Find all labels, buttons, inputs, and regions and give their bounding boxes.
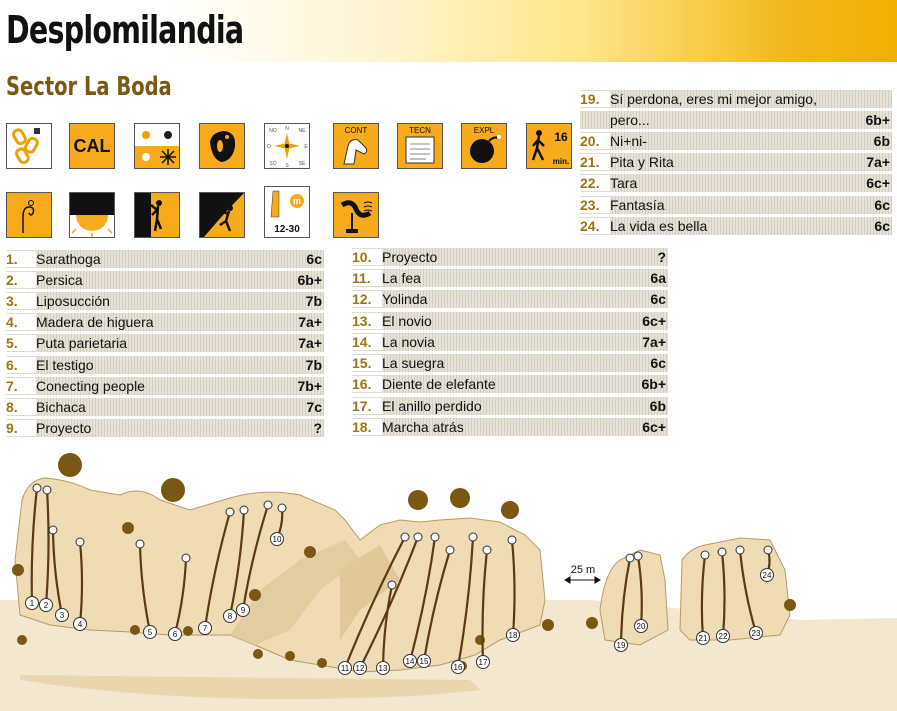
sun-snow-season-icon (134, 123, 180, 169)
route-length-unit: m (292, 196, 302, 206)
svg-text:NO: NO (269, 128, 277, 134)
route-number-label: 16 (453, 663, 463, 672)
list-item: 12. Yolinda 6c (352, 291, 666, 307)
right-block (680, 538, 790, 640)
approach-minutes: 16 (554, 130, 568, 144)
route-number-label: 10 (272, 535, 282, 544)
list-item: 19. Sí perdona, eres mi mejor amigo, (580, 90, 892, 108)
list-item: pero... 6b+ (580, 111, 892, 129)
route-number-label: 6 (172, 630, 178, 639)
anchor-marker (718, 548, 726, 556)
list-item: 6. El testigo 7b (6, 357, 322, 373)
list-item: 1. Sarathoga 6c (6, 251, 322, 267)
approach-unit: min. (552, 157, 570, 166)
route-number-label: 5 (147, 628, 153, 637)
anchor-marker (508, 536, 516, 544)
route-number-label: 15 (419, 657, 429, 666)
compass-orientation-icon (264, 123, 310, 169)
anchor-marker (469, 533, 477, 541)
list-item: 24. La vida es bella 6c (580, 218, 890, 234)
route-number-label: 12 (355, 664, 365, 673)
anchor-marker (414, 533, 422, 541)
anchor-marker (136, 540, 144, 548)
list-item: 21. Pita y Rita 7a+ (580, 154, 890, 170)
wind-icon (333, 192, 379, 238)
anchor-marker (446, 546, 454, 554)
technical-icon (397, 123, 443, 169)
tecn-label: TECN (409, 126, 431, 135)
list-item: 17. El anillo perdido 6b (352, 398, 666, 414)
rock-type-icon (199, 123, 245, 169)
list-item: 2. Persica 6b+ (6, 272, 322, 288)
exposure-bomb-icon (461, 123, 507, 169)
route-number-label: 17 (478, 658, 488, 667)
anchor-marker (764, 546, 772, 554)
anchor-marker (626, 554, 634, 562)
sector-title: Sector La Boda (6, 72, 172, 102)
route-number-label: 22 (718, 632, 728, 641)
anchor-marker (264, 501, 272, 509)
anchor-marker (226, 508, 234, 516)
list-item: 22. Tara 6c+ (580, 175, 890, 191)
route-number-label: 13 (378, 664, 388, 673)
list-item: 14. La novia 7a+ (352, 334, 666, 350)
svg-text:NE: NE (298, 128, 306, 134)
small-block (600, 550, 668, 645)
anchor-marker (76, 538, 84, 546)
list-item: 7. Conecting people 7b+ (6, 378, 322, 394)
list-item: 9. Proyecto ? (6, 420, 322, 436)
svg-text:E: E (304, 144, 308, 150)
route-number-label: 11 (340, 664, 350, 673)
anchor-marker (401, 533, 409, 541)
anchor-marker (182, 554, 190, 562)
continuity-icon (333, 123, 379, 169)
list-item: 15. La suegra 6c (352, 355, 666, 371)
crag-topo (0, 440, 897, 711)
route-number-label: 21 (698, 634, 708, 643)
list-item: 16. Diente de elefante 6b+ (352, 376, 666, 392)
route-number-label: 8 (227, 612, 233, 621)
anchor-marker (49, 526, 57, 534)
route-number-label: 20 (636, 622, 646, 631)
route-number-label: 14 (405, 657, 415, 666)
list-item: 5. Puta parietaria 7a+ (6, 335, 322, 351)
list-item: 10. Proyecto ? (352, 249, 666, 265)
route-number-label: 4 (77, 620, 83, 629)
svg-text:N: N (285, 126, 289, 132)
list-item: 13. El novio 6c+ (352, 313, 666, 329)
svg-text:SE: SE (298, 161, 306, 167)
cont-label: CONT (344, 126, 368, 135)
route-number-label: 2 (43, 601, 49, 610)
belay-rope-icon (6, 192, 52, 238)
list-item: 8. Bichaca 7c (6, 399, 322, 415)
route-length-icon (264, 186, 310, 238)
anchor-marker (634, 552, 642, 560)
page-title: Desplomilandia (6, 8, 244, 52)
list-item: 3. Liposucción 7b (6, 293, 322, 309)
svg-text:S: S (285, 163, 289, 168)
route-number-label: 9 (240, 606, 246, 615)
cal-icon: CAL (69, 123, 115, 169)
approach-walk-icon (526, 123, 572, 169)
sun-half-icon (69, 192, 115, 238)
svg-text:SO: SO (269, 161, 277, 167)
route-number-label: 7 (202, 624, 208, 633)
anchor-marker (278, 504, 286, 512)
route-number-label: 3 (59, 611, 65, 620)
anchor-marker (240, 506, 248, 514)
route-number-label: 1 (29, 599, 35, 608)
expl-label: EXPL (473, 126, 495, 135)
anchor-marker (33, 484, 41, 492)
route-number-label: 24 (762, 571, 772, 580)
distance-label: 25 m (570, 564, 596, 576)
list-item: 20. Ni+ni- 6b (580, 133, 890, 149)
anchor-marker (483, 546, 491, 554)
anchor-marker (736, 546, 744, 554)
route-length-value: 12-30 (274, 224, 300, 235)
svg-text:O: O (267, 144, 271, 150)
list-item: 23. Fantasía 6c (580, 197, 890, 213)
route-number-label: 19 (616, 641, 626, 650)
anchor-marker (43, 486, 51, 494)
distance-arrow (565, 577, 600, 583)
vertical-wall-icon (134, 192, 180, 238)
route-number-label: 18 (508, 631, 518, 640)
anchor-marker (431, 533, 439, 541)
route-number-label: 23 (751, 629, 761, 638)
list-item: 18. Marcha atrás 6c+ (352, 419, 666, 435)
list-item: 4. Madera de higuera 7a+ (6, 314, 322, 330)
anchor-marker (388, 581, 396, 589)
anchor-chain-icon (6, 123, 52, 169)
anchor-marker (701, 551, 709, 559)
list-item: 11. La fea 6a (352, 270, 666, 286)
overhang-wall-icon (199, 192, 245, 238)
